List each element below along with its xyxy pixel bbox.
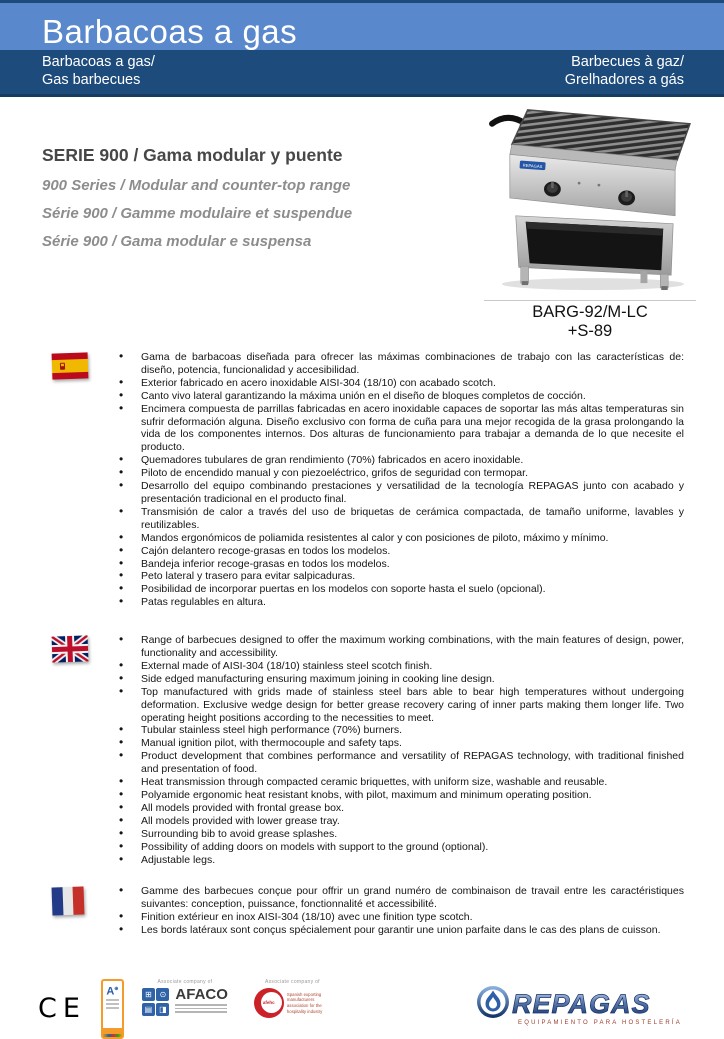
bullet-item: • Peto lateral y trasero para evitar salpicaduras.: [118, 570, 684, 583]
afaco-appliance-icon: ⊙: [156, 988, 169, 1001]
subtitle-pt: Grelhadores a gás: [564, 71, 684, 88]
afaco-subtext-lines: [175, 1004, 228, 1013]
badge-text-line: [106, 999, 119, 1001]
english-flag-column: [40, 634, 118, 866]
bullet-item: • Gamme des barbecues conçue pour offrir un grand numéro de combinaison de travail entre les caractéristiques suivantes: conception, puissance, fonctionnalité et accessibilité.: [118, 885, 684, 911]
bullet-item: • Top manufactured with grids made of stainless steel bars able to bear high temperatures without undergoing deformation. Exclusive wedge design for better grease recovery caring of inner parts making them longer life. Two operating height positions according to the necessities to meet.: [118, 686, 684, 725]
subtitle-es: Barbacoas a gas/: [42, 54, 155, 70]
afaco-associate-text: Associate company of: [157, 979, 213, 986]
bullet-item: • Desarrollo del equipo combinando prestaciones y versatilidad de la tecnología REPAGAS junto con acabado y presentación tradicional en el producto final.: [118, 480, 684, 506]
barbecue-product-image: [476, 100, 704, 292]
bullet-item: • Transmisión de calor a través del uso de briquetas de cerámica compactada, de tamaño uniforme, lavables y reutilizables.: [118, 506, 684, 532]
model-code: BARG-92/M-LC: [532, 303, 648, 321]
badge-text-line: [106, 1007, 119, 1009]
footer: [0, 979, 724, 1039]
section-english: [0, 634, 724, 866]
series-heading: SERIE 900 / Gama modular y puente: [42, 145, 343, 165]
product-model-label: [484, 300, 696, 341]
afehc-logo: [254, 979, 331, 1018]
french-bullet-list: [118, 885, 684, 937]
repagas-logo: [474, 983, 688, 1036]
bullet-item: • Adjustable legs.: [118, 854, 684, 867]
afaco-appliance-icon: ◨: [156, 1003, 169, 1016]
bullet-item: • Manual ignition pilot, with thermocouple and safety taps.: [118, 737, 684, 750]
bullet-item: • All models provided with frontal grease box.: [118, 802, 684, 815]
series-subtitle-pt: Série 900 / Gama modular e suspensa: [42, 233, 312, 250]
afaco-logo: [142, 979, 228, 1016]
badge-letter: A⊕: [106, 985, 119, 998]
bullet-item: • Possibility of adding doors on models with support to the ground (optional).: [118, 841, 684, 854]
bullet-item: • Gama de barbacoas diseñada para ofrecer las máximas combinaciones de trabajo con las características de: diseño, potencia, funcionalidad y accesibilidad.: [118, 351, 684, 377]
certification-badge-icon: [101, 979, 124, 1039]
bullet-item: • Posibilidad de incorporar puertas en los modelos con soporte hasta el suelo (opcional).: [118, 583, 684, 596]
bullet-item: • Mandos ergonómicos de poliamida resistentes al calor y con posiciones de piloto, máximo y mínimo.: [118, 532, 684, 545]
subtitle-en: Gas barbecues: [42, 71, 141, 88]
bullet-item: • Finition extérieur en inox AISI-304 (18/10) avec une finition type scotch.: [118, 911, 684, 924]
svg-text:REPAGAS: REPAGAS: [522, 162, 543, 170]
afaco-appliance-icon: ▤: [142, 1003, 155, 1016]
bullet-item: • Quemadores tubulares de gran rendimiento (70%) fabricados en acero inoxidable.: [118, 454, 684, 467]
ce-mark: CE: [38, 993, 86, 1025]
afaco-icons-grid: [142, 988, 170, 1016]
section-french: [0, 885, 724, 937]
bullet-item: • Heat transmission through compacted ceramic briquettes, with uniform size, washable and reusable.: [118, 776, 684, 789]
uk-flag-icon: [52, 636, 89, 663]
badge-text-line: [106, 1003, 119, 1005]
bullet-item: • Patas regulables en altura.: [118, 596, 684, 609]
spanish-flag-column: [40, 351, 118, 609]
afehc-associate-text: Associate company of: [264, 979, 320, 986]
series-subtitle-fr: Série 900 / Gamme modulaire et suspendue: [42, 205, 353, 222]
bullet-item: • Exterior fabricado en acero inoxidable AISI-304 (18/10) con acabado scotch.: [118, 377, 684, 390]
repagas-tagline: EQUIPAMIENTO PARA HOSTELERÍA: [518, 1020, 682, 1027]
bullet-item: • Surrounding bib to avoid grease splashes.: [118, 828, 684, 841]
french-flag-column: [40, 885, 118, 937]
bullet-item: • Side edged manufacturing ensuring maximum joining in cooking line design.: [118, 673, 684, 686]
bullet-item: • Les bords latéraux sont conçus spécialement pour garantir une union parfaite dans le cas des plans de cuisson.: [118, 924, 684, 937]
bullet-item: • Canto vivo lateral garantizando la máxima unión en el diseño de bloques completos de cocción.: [118, 390, 684, 403]
bullet-item: • All models provided with lower grease tray.: [118, 815, 684, 828]
bullet-item: • Product development that combines performance and versatility of REPAGAS technology, with traditional finished and presentation of food.: [118, 750, 684, 776]
subtitle-fr: Barbecues à gaz/: [571, 54, 684, 70]
bullet-item: • External made of AISI-304 (18/10) stainless steel scotch finish.: [118, 660, 684, 673]
afaco-appliance-icon: ⊞: [142, 988, 155, 1001]
afaco-name: AFACO: [175, 986, 228, 1004]
bullet-item: • Cajón delantero recoge-grasas en todos los modelos.: [118, 545, 684, 558]
france-flag-icon: [52, 887, 85, 916]
spain-flag-icon: [52, 352, 89, 379]
section-spanish: [0, 351, 724, 609]
page-title: Barbacoas a gas: [42, 13, 298, 50]
bullet-item: • Range of barbecues designed to offer the maximum working combinations, with the main features of design, power, functionality and accessibility.: [118, 634, 684, 660]
header-subtitle-right: [565, 54, 684, 89]
bullet-item: • Tubular stainless steel high performance (70%) burners.: [118, 724, 684, 737]
afehc-circle-icon: afehc: [254, 988, 284, 1018]
bullet-item: • Polyamide ergonomic heat resistant knobs, with pilot, maximum and minimum operating position.: [118, 789, 684, 802]
english-bullet-list: [118, 634, 684, 866]
spanish-bullet-list: [118, 351, 684, 609]
feature-sections: [0, 351, 724, 937]
series-heading-block: [42, 145, 472, 249]
series-subtitle-en: 900 Series / Modular and counter-top range: [42, 177, 351, 194]
header-subtitle-left: [42, 54, 155, 89]
bullet-item: • Piloto de encendido manual y con piezoeléctrico, grifos de seguridad con termopar.: [118, 467, 684, 480]
bullet-item: • Encimera compuesta de parrillas fabricadas en acero inoxidable capaces de soportar las más altas temperaturas sin sufrir deformación alguna. Diseño exclusivo con forma de cuña para una mejor recogida de la grasa prolongando la vida de los componentes internos. Dos alturas de funcionamiento para trabajar a demanda de lo que necesite el producto.: [118, 403, 684, 455]
badge-color-band: [103, 1028, 122, 1037]
header-band: [0, 3, 724, 50]
model-suffix: +S-89: [567, 322, 613, 340]
repagas-wordmark: REPAGAS: [512, 989, 651, 1020]
product-figure: [474, 100, 706, 341]
header-subband: [0, 50, 724, 97]
afehc-description: Spanish exporting manufacturers association for the hospitality industry: [286, 991, 323, 1014]
bullet-item: • Bandeja inferior recoge-grasas en todos los modelos.: [118, 558, 684, 571]
